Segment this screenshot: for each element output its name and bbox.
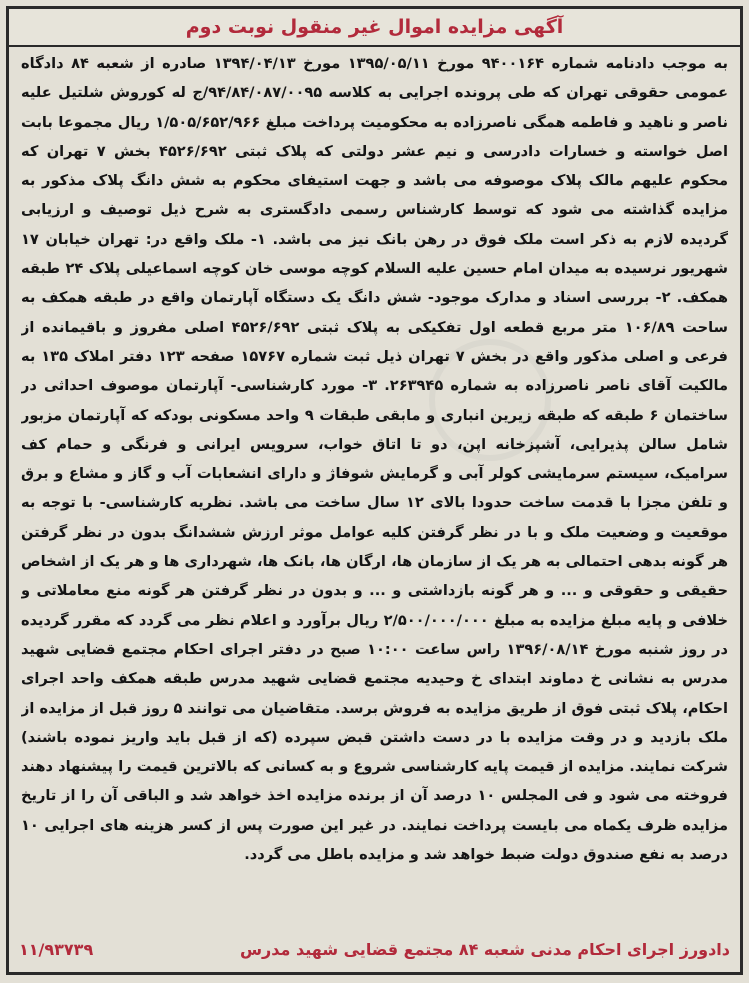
footer-signature: دادورز اجرای احکام مدنی شعبه ۸۴ مجتمع قضایی شهید مدرس: [239, 939, 730, 959]
notice-body-text: به موجب دادنامه شماره ۹۴۰۰۱۶۴ مورخ ۱۳۹۵/۰۵/۱۱ مورخ ۱۳۹۴/۰۴/۱۳ صادره از شعبه ۸۴ دادگاه عمومی حقوقی تهران که طی پرونده اجرایی به کلاسه ۹۴/۸۴/۰۸۷/۰۰۹۵/ج له کوروش شلتیل علیه ناصر و ناهید و فاطمه همگی ناصرزاده به محکومیت پرداخت مبلغ ۱/۵۰۵/۶۵۲/۹۶۶ ریال مجموعا بابت اصل خواسته و خسارات دادرسی و نیم عشر دولتی که پلاک ثبتی ۴۵۲۶/۶۹۲ بخش ۷ تهران که محکوم علیهم مالک پلاک موصوفه می باشد و جهت استیفای محکوم به شش دانگ پلاک مذکور به مزایده گذاشته می شود که توسط کارشناس رسمی دادگستری به شرح ذیل توصیف و ارزیابی گردیده لازم به ذکر است ملک فوق در رهن بانک نیز می باشد. ۱- ملک واقع در: تهران خیابان ۱۷ شهریور نرسیده به میدان امام حسین علیه السلام کوچه موسی خان کوچه اسماعیلی پلاک ۲۴ طبقه همکف. ۲- بررسی اسناد و مدارک موجود- شش دانگ یک دستگاه آپارتمان واقع در طبقه همکف به ساحت ۱۰۶/۸۹ متر مربع قطعه اول تفکیکی به پلاک ثبتی ۴۵۲۶/۶۹۲ اصلی مفروز و باقیمانده از فرعی و اصلی مذکور واقع در بخش ۷ تهران ذیل ثبت شماره ۱۵۷۶۷ صفحه ۱۲۳ دفتر املاک ۱۳۵ به مالکیت آقای ناصر ناصرزاده به شماره ۲۶۳۹۴۵. ۳- مورد کارشناسی- آپارتمان موصوف احداثی در ساختمان ۶ طبقه که طبقه زیرین انباری و مابقی طبقات ۹ واحد مسکونی بودکه که آپارتمان مزبور شامل سالن پذیرایی، آشپزخانه اپن، دو تا اتاق خواب، سرویس ایرانی و فرنگی و حمام کف سرامیک، سیستم سرمایشی کولر آبی و گرمایش شوفاژ و دارای انشعابات آب و گاز و مشاع و برق و تلفن مجزا با قدمت ساخت حدودا بالای ۱۲ سال ساخت می باشد. نظریه کارشناسی- با توجه به موقعیت و وضعیت ملک و با در نظر گرفتن کلیه عوامل موثر ارزش ششدانگ بدون در نظر گرفتن هر گونه بدهی احتمالی به هر یک از سازمان ها، ارگان ها، بانک ها، شهرداری ها و هر یک از اشخاص حقیقی و حقوقی و ... و هر گونه بازداشتی و ... و بدون در نظر گرفتن هر گونه منع معاملاتی و خلافی و پایه مبلغ مزایده به مبلغ ۲/۵۰۰/۰۰۰/۰۰۰ ریال برآورد و اعلام نظر می گردد که مقرر گردیده در روز شنبه مورخ ۱۳۹۶/۰۸/۱۴ راس ساعت ۱۰:۰۰ صبح در دفتر اجرای احکام مجتمع قضایی شهید مدرس به نشانی خ دماوند ابتدای خ وحیدیه مجتمع قضایی شهید مدرس طبقه همکف واحد اجرای احکام، پلاک ثبتی فوق از طریق مزایده به فروش برسد. متقاضیان می توانند ۵ روز قبل از مزایده از ملک بازدید و در وقت مزایده با در دست داشتن قبض سپرده (که از قبل باید واریز نموده باشند) شرکت نمایند. مزایده از قیمت پایه کارشناسی شروع و به کسانی که بالاترین قیمت را پیشنهاد دهند فروخته می شود و فی المجلس ۱۰ درصد آن از برنده مزایده اخذ خواهد شد و الباقی آن را از تاریخ مزایده ظرف یکماه می بایست پرداخت نمایند. در غیر این صورت پس از کسر هزینه های اجرایی ۱۰ درصد به نفع صندوق دولت ضبط خواهد شد و مزایده باطل می گردد.: [21, 55, 728, 864]
notice-title: آگهی مزایده اموال غیر منقول نوبت دوم: [9, 9, 740, 47]
notice-footer: [19, 932, 730, 966]
notice-frame: [6, 6, 743, 975]
footer-code: ۱۱/۹۳۷۳۹: [19, 939, 94, 959]
